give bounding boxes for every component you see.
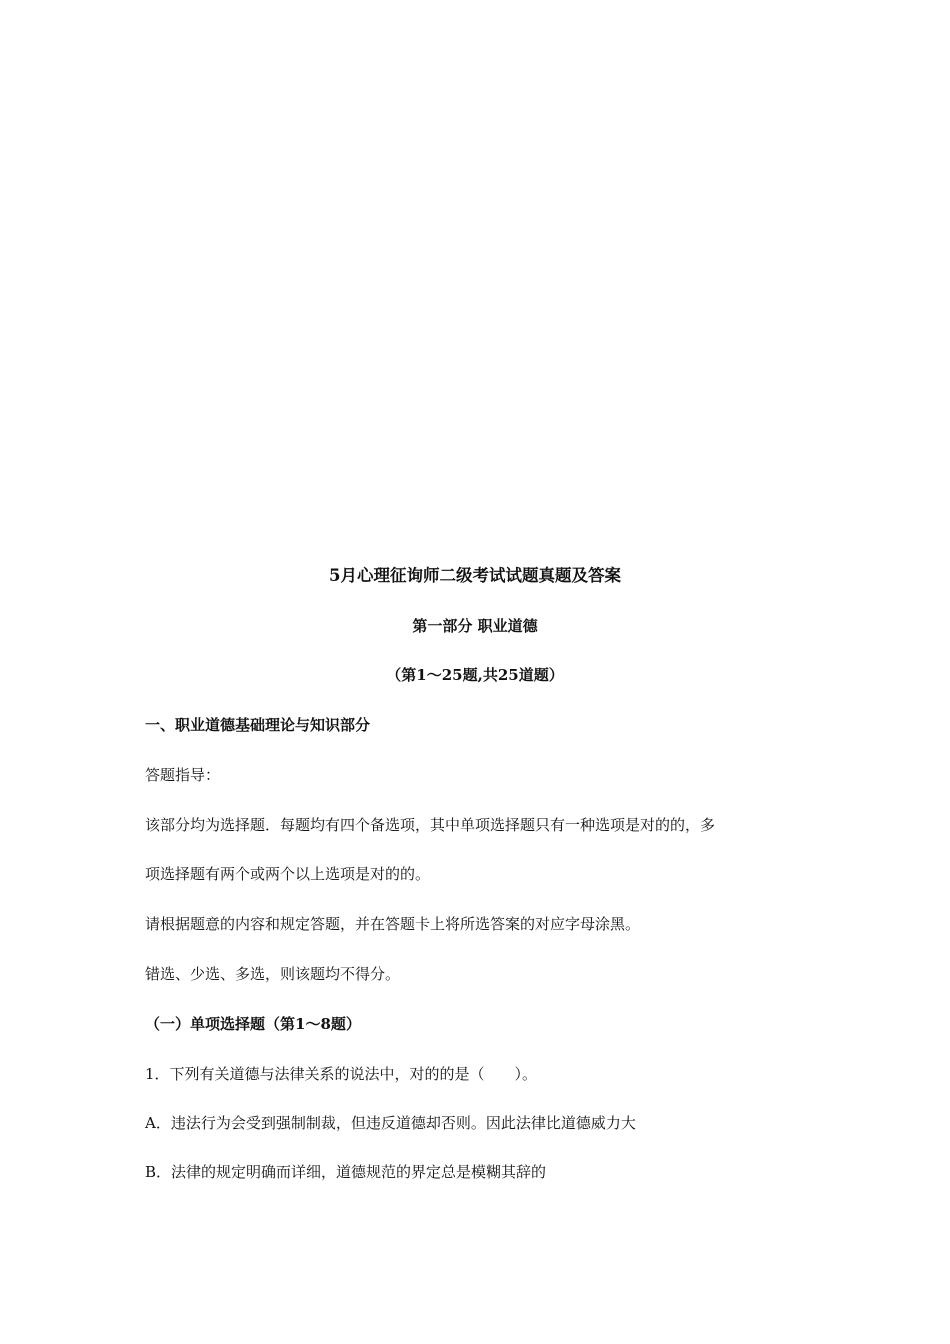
instructions-line-3: 请根据题意的内容和规定答题，并在答题卡上将所选答案的对应字母涂黑。 (145, 915, 641, 933)
instructions-label: 答题指导： (145, 766, 221, 784)
instructions-line-1: 该部分均为选择题．每题均有四个备选项，其中单项选择题只有一种选项是对的的，多 (145, 816, 716, 834)
section-heading: 一、职业道德基础理论与知识部分 (145, 716, 371, 734)
question-1-option-a: A．违法行为会受到强制制裁，但违反道德却否则。因此法律比道德威力大 (145, 1114, 636, 1132)
question-1-option-b: B．法律的规定明确而详细，道德规范的界定总是模糊其辞的 (145, 1163, 547, 1181)
part-range: （第1～25题,共25道题） (386, 666, 564, 684)
part-title: 第一部分 职业道德 (412, 617, 538, 635)
instructions-line-2: 项选择题有两个或两个以上选项是对的的。 (145, 865, 431, 883)
instructions-line-4: 错选、少选、多选，则该题均不得分。 (145, 965, 401, 983)
document-title: 5月心理征询师二级考试试题真题及答案 (329, 566, 621, 585)
question-1-stem: 1．下列有关道德与法律关系的说法中，对的的是（ ）。 (145, 1065, 538, 1083)
subsection-heading: （一）单项选择题（第1～8题） (145, 1015, 361, 1033)
